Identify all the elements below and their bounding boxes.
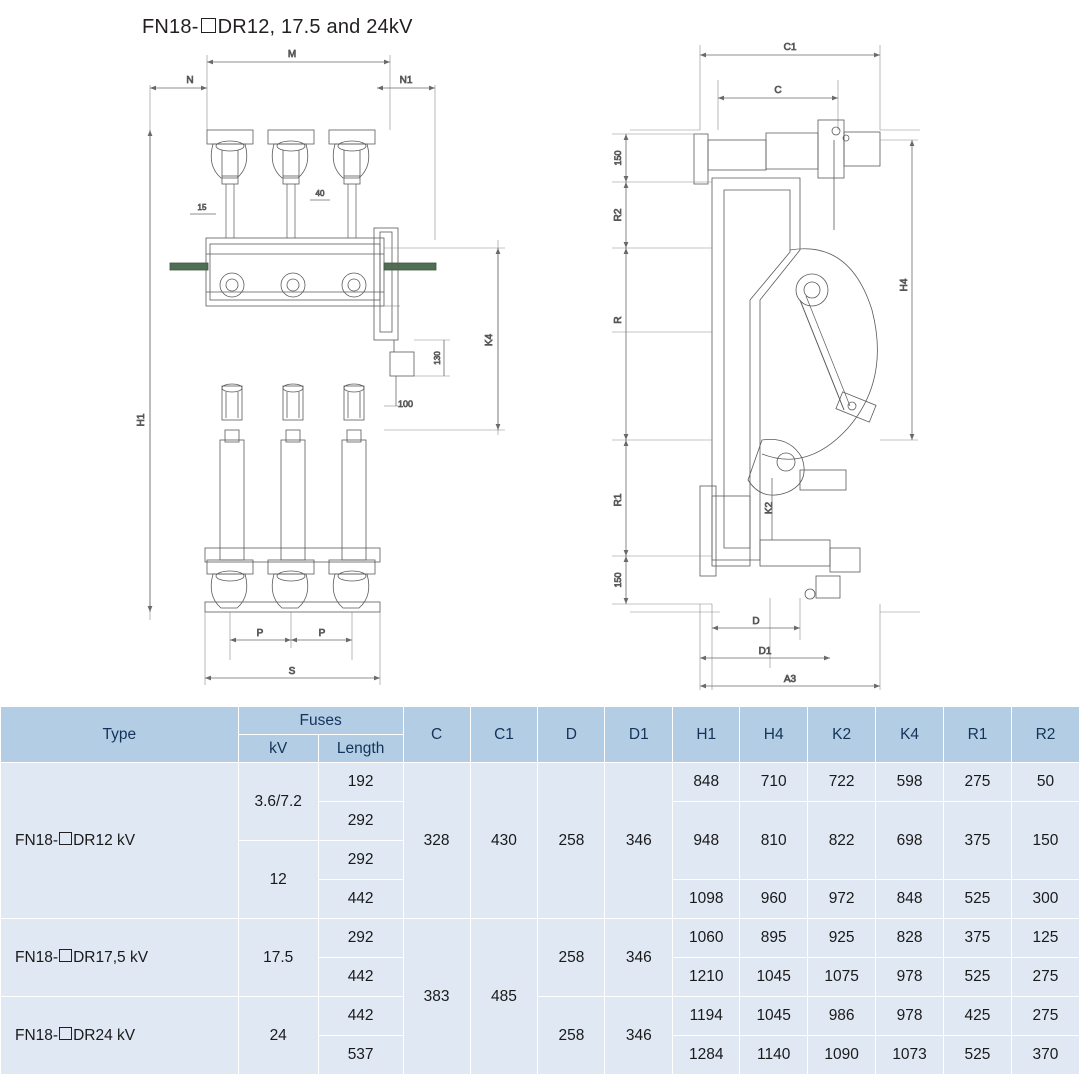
cell-r1: 375	[944, 919, 1012, 958]
svg-text:N: N	[186, 75, 194, 86]
svg-text:130: 130	[433, 351, 442, 365]
dimension-table-wrap	[0, 706, 1080, 1075]
cell-k2: 972	[808, 880, 876, 919]
svg-text:150: 150	[613, 572, 623, 588]
cell-k4: 978	[876, 958, 944, 997]
cell-c1: 485	[470, 919, 538, 1075]
header-c: C	[403, 707, 470, 763]
cell-k4: 598	[876, 763, 944, 802]
cell-k2: 925	[808, 919, 876, 958]
cell-r1: 525	[944, 880, 1012, 919]
svg-text:40: 40	[315, 189, 325, 198]
cell-kv: 3.6/7.2	[238, 763, 318, 841]
header-k4: K4	[876, 707, 944, 763]
cell-d: 258	[538, 763, 605, 919]
cell-c1: 430	[470, 763, 538, 919]
cell-r2: 275	[1011, 997, 1079, 1036]
cell-type	[1, 997, 239, 1075]
cell-k2: 822	[808, 802, 876, 880]
header-r1: R1	[944, 707, 1012, 763]
cell-h4: 1045	[740, 997, 808, 1036]
type-prefix: FN18-	[15, 831, 59, 849]
header-k2: K2	[808, 707, 876, 763]
svg-text:15: 15	[197, 203, 207, 212]
svg-text:R1: R1	[613, 493, 624, 507]
header-fuses-kv: kV	[238, 735, 318, 763]
cell-k4: 828	[876, 919, 944, 958]
svg-text:R: R	[613, 316, 624, 324]
cell-k2: 1075	[808, 958, 876, 997]
cell-d1: 346	[605, 919, 673, 997]
svg-text:150: 150	[613, 150, 623, 166]
cell-d: 258	[538, 919, 605, 997]
svg-text:100: 100	[398, 399, 414, 409]
cell-length: 537	[318, 1036, 403, 1075]
header-h1: H1	[673, 707, 740, 763]
title-prefix: FN18-	[142, 16, 199, 38]
table-row	[1, 997, 1080, 1036]
cell-c: 383	[403, 919, 470, 1075]
cell-k4: 978	[876, 997, 944, 1036]
cell-r2: 300	[1011, 880, 1079, 919]
svg-text:D: D	[752, 616, 760, 627]
cell-h1: 1194	[673, 997, 740, 1036]
header-d: D	[538, 707, 605, 763]
cell-c: 328	[403, 763, 470, 919]
cell-d1: 346	[605, 997, 673, 1075]
header-fuses-length: Length	[318, 735, 403, 763]
svg-text:P: P	[256, 628, 264, 639]
type-suffix: DR12 kV	[73, 831, 136, 849]
header-h4: H4	[740, 707, 808, 763]
cell-r2: 275	[1011, 958, 1079, 997]
cell-r2: 125	[1011, 919, 1079, 958]
svg-text:M: M	[287, 49, 297, 60]
svg-text:K2: K2	[764, 501, 775, 515]
cell-r1: 275	[944, 763, 1012, 802]
cell-r2: 50	[1011, 763, 1079, 802]
cell-k2: 1090	[808, 1036, 876, 1075]
header-fuses: Fuses	[238, 707, 403, 735]
cell-length: 442	[318, 958, 403, 997]
header-type: Type	[1, 707, 239, 763]
header-d1: D1	[605, 707, 673, 763]
cell-type	[1, 763, 239, 919]
cell-h4: 710	[740, 763, 808, 802]
title-suffix: DR12, 17.5 and 24kV	[217, 16, 413, 38]
cell-h4: 1140	[740, 1036, 808, 1075]
cell-r2: 150	[1011, 802, 1079, 880]
cell-k4: 698	[876, 802, 944, 880]
cell-length: 442	[318, 880, 403, 919]
cell-length: 292	[318, 919, 403, 958]
svg-text:H1: H1	[136, 413, 147, 427]
cell-kv: 24	[238, 997, 318, 1075]
cell-d: 258	[538, 997, 605, 1075]
svg-text:K4: K4	[484, 333, 495, 347]
type-prefix: FN18-	[15, 1026, 59, 1044]
cell-h1: 948	[673, 802, 740, 880]
cell-length: 292	[318, 802, 403, 841]
svg-text:A3: A3	[783, 674, 797, 685]
cell-k4: 1073	[876, 1036, 944, 1075]
svg-text:R2: R2	[613, 208, 624, 222]
cell-length: 192	[318, 763, 403, 802]
type-prefix: FN18-	[15, 948, 59, 966]
cell-kv: 17.5	[238, 919, 318, 997]
cell-h1: 1060	[673, 919, 740, 958]
dimension-table	[0, 706, 1080, 1075]
svg-text:H4: H4	[899, 278, 910, 292]
cell-k2: 722	[808, 763, 876, 802]
cell-h4: 1045	[740, 958, 808, 997]
svg-text:D1: D1	[758, 646, 772, 657]
cell-h4: 810	[740, 802, 808, 880]
cell-length: 442	[318, 997, 403, 1036]
table-row	[1, 763, 1080, 802]
type-suffix: DR17,5 kV	[73, 948, 149, 966]
cell-k4: 848	[876, 880, 944, 919]
table-header-row-1	[1, 707, 1080, 735]
cell-type	[1, 919, 239, 997]
table-row	[1, 919, 1080, 958]
cell-h1: 1098	[673, 880, 740, 919]
header-c1: C1	[470, 707, 538, 763]
svg-text:S: S	[288, 666, 296, 677]
cell-h1: 1210	[673, 958, 740, 997]
cell-h1: 848	[673, 763, 740, 802]
cell-h4: 895	[740, 919, 808, 958]
square-placeholder-icon	[59, 1027, 72, 1040]
cell-length: 292	[318, 841, 403, 880]
cell-h1: 1284	[673, 1036, 740, 1075]
square-placeholder-icon	[59, 832, 72, 845]
cell-d1: 346	[605, 763, 673, 919]
cell-r1: 375	[944, 802, 1012, 880]
cell-h4: 960	[740, 880, 808, 919]
cell-k2: 986	[808, 997, 876, 1036]
cell-r1: 525	[944, 1036, 1012, 1075]
svg-text:C1: C1	[783, 42, 797, 53]
square-placeholder-icon	[59, 949, 72, 962]
cell-r1: 425	[944, 997, 1012, 1036]
header-r2: R2	[1011, 707, 1079, 763]
cell-r1: 525	[944, 958, 1012, 997]
svg-text:N1: N1	[399, 75, 413, 86]
cell-kv: 12	[238, 841, 318, 919]
svg-text:P: P	[318, 628, 326, 639]
type-suffix: DR24 kV	[73, 1026, 136, 1044]
svg-text:C: C	[774, 85, 782, 96]
cell-r2: 370	[1011, 1036, 1079, 1075]
